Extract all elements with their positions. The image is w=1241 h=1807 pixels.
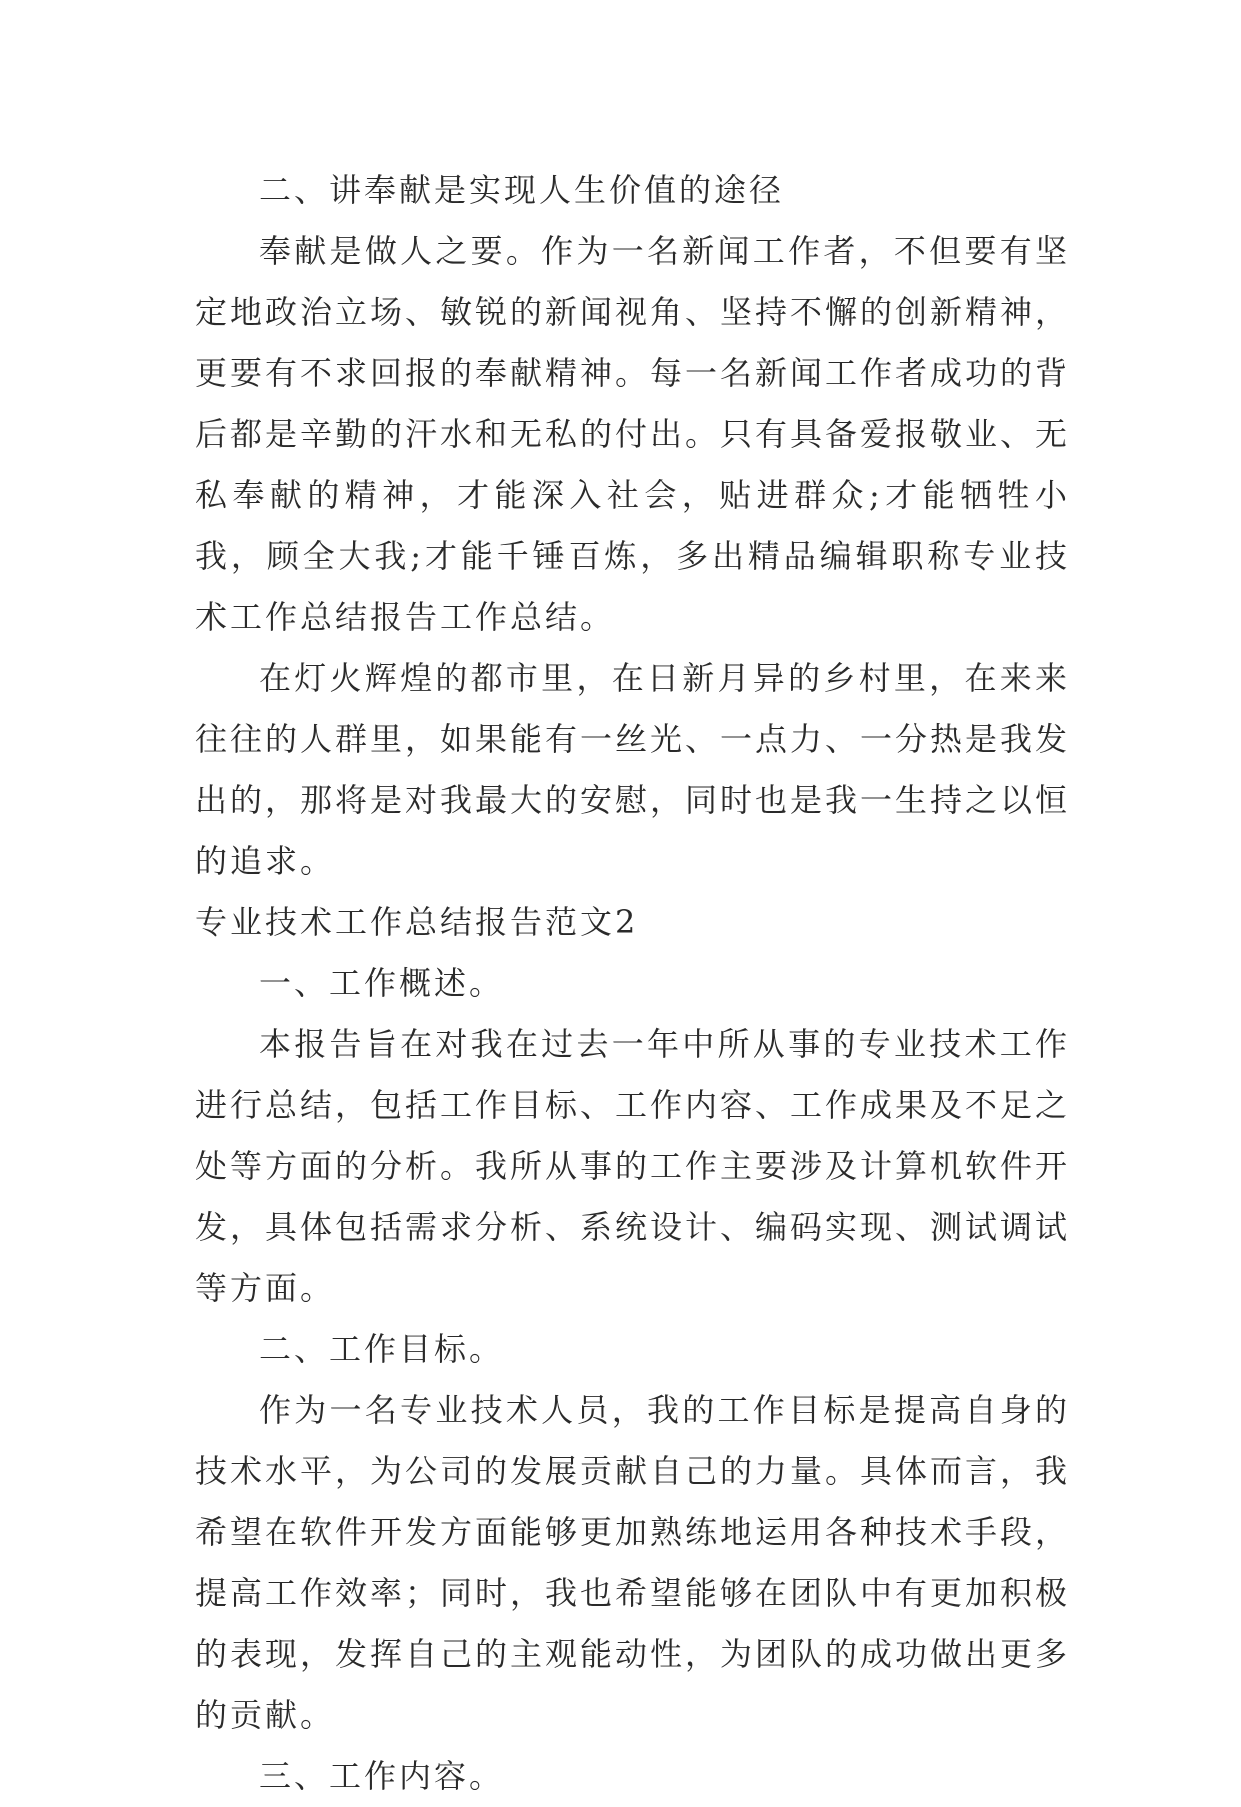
body-paragraph: 奉献是做人之要。作为一名新闻工作者，不但要有坚定地政治立场、敏锐的新闻视角、坚持不懈的创新精神，更要有不求回报的奉献精神。每一名新闻工作者成功的背后都是辛勤的汗水和无私的付出。只有具备爱报敬业、无私奉献的精神，才能深入社会，贴进群众;才能牺牲小我，顾全大我;才能千锤百炼，多出精品编辑职称专业技术工作总结报告工作总结。: [195, 232, 1071, 636]
section-heading-contribution: 二、讲奉献是实现人生价值的途径: [259, 171, 785, 209]
body-paragraph: 作为一名专业技术人员，我的工作目标是提高自身的技术水平，为公司的发展贡献自己的力量。具体而言，我希望在软件开发方面能够更加熟练地运用各种技术手段，提高工作效率；同时，我也希望能够在团队中有更加积极的表现，发挥自己的主观能动性，为团队的成功做出更多的贡献。: [195, 1391, 1071, 1734]
report-title: 专业技术工作总结报告范文2: [195, 903, 639, 941]
document-body: [195, 160, 1070, 1807]
section-heading-content: 三、工作内容。: [259, 1757, 505, 1795]
section-heading-overview: 一、工作概述。: [259, 964, 505, 1002]
body-paragraph: 本报告旨在对我在过去一年中所从事的专业技术工作进行总结，包括工作目标、工作内容、工作成果及不足之处等方面的分析。我所从事的工作主要涉及计算机软件开发，具体包括需求分析、系统设计、编码实现、测试调试等方面。: [195, 1025, 1071, 1307]
section-heading-goals: 二、工作目标。: [259, 1330, 505, 1368]
body-paragraph: 在灯火辉煌的都市里，在日新月异的乡村里，在来来往往的人群里，如果能有一丝光、一点力、一分热是我发出的，那将是对我最大的安慰，同时也是我一生持之以恒的追求。: [195, 659, 1071, 880]
